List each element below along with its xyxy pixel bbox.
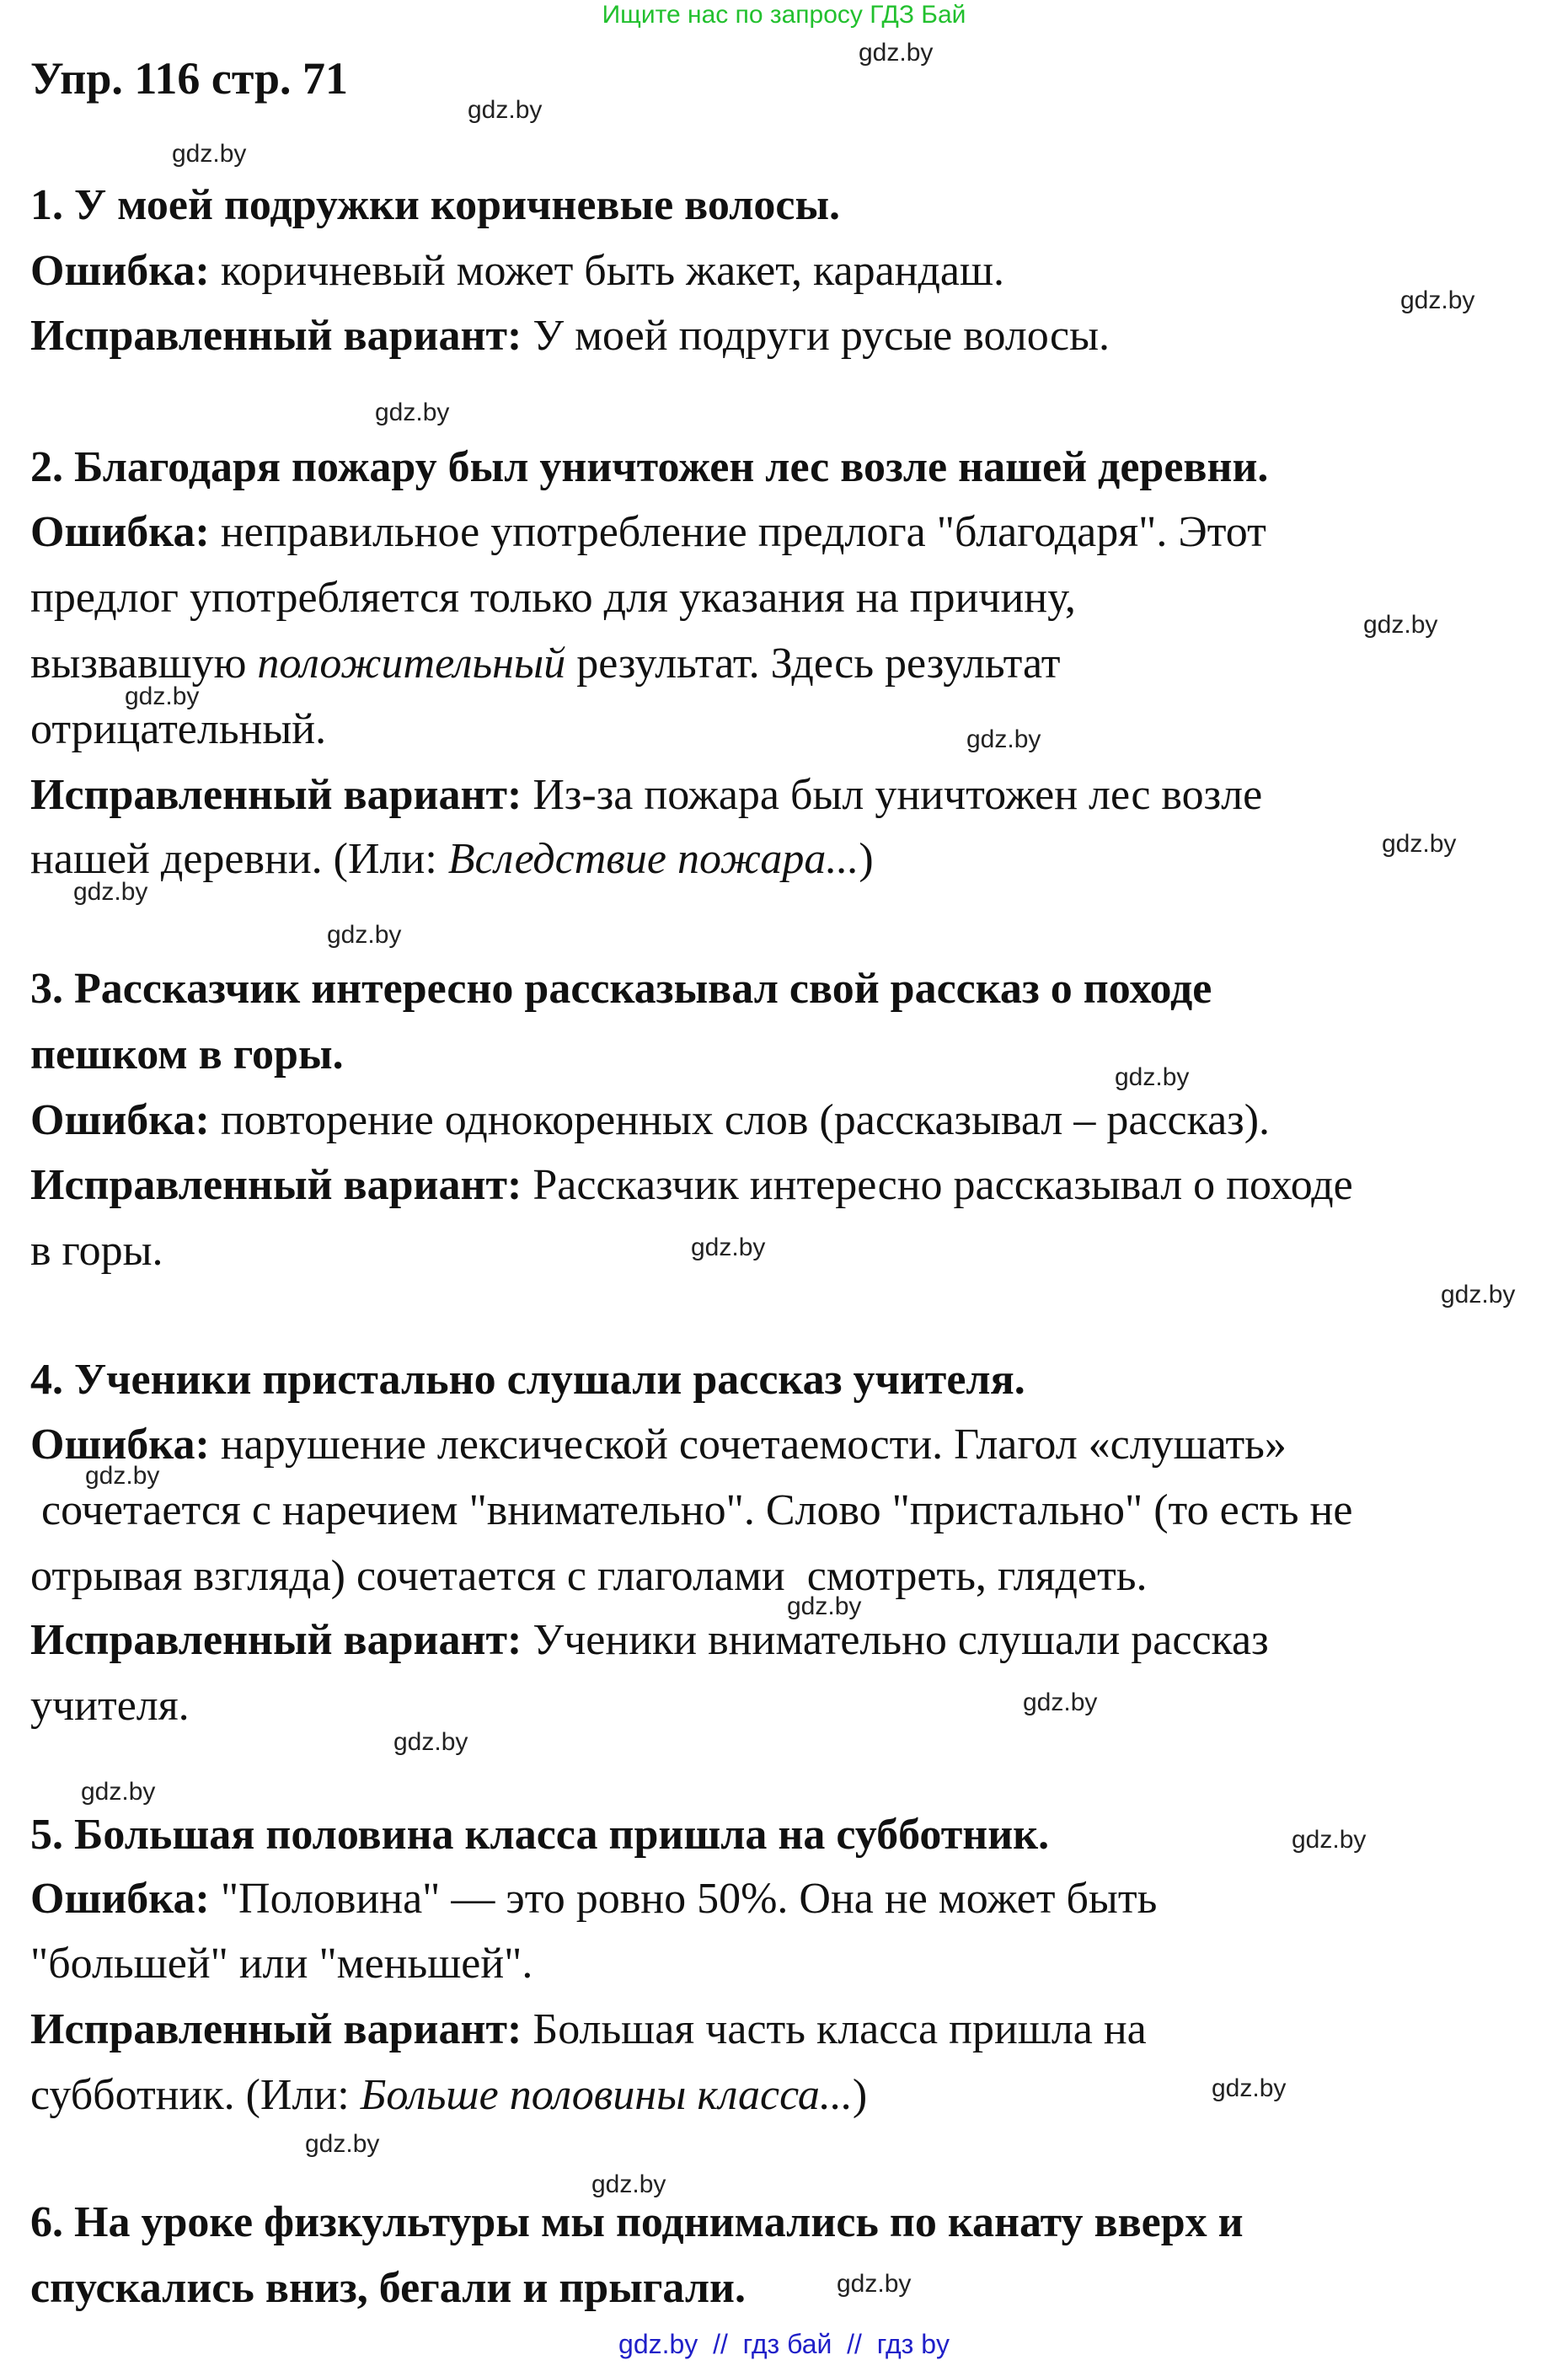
page-title: Упр. 116 стр. 71 xyxy=(30,53,349,104)
watermark: gdz.by xyxy=(81,1778,156,1806)
item-2-error-line2: предлог употребляется только для указания на причину, xyxy=(30,574,1076,622)
fix-label: Исправленный вариант: xyxy=(30,2005,522,2053)
item-6-title-line2: спускались вниз, бегали и прыгали. xyxy=(30,2264,747,2312)
item-4-fix-line2: учителя. xyxy=(30,1682,190,1730)
item-5-error-line2: "большей" или "меньшей". xyxy=(30,1940,533,1988)
error-label: Ошибка: xyxy=(30,1096,210,1144)
item-1-title: 1. У моей подружки коричневые волосы. xyxy=(30,181,841,229)
watermark: gdz.by xyxy=(172,140,247,168)
item-3-fix-line1 xyxy=(30,1159,1353,1212)
error-text: повторение однокоренных слов (рассказывал – рассказ). xyxy=(209,1096,1271,1144)
fix-label: Исправленный вариант: xyxy=(30,1161,522,1209)
fix-label: Исправленный вариант: xyxy=(30,1616,522,1664)
fix-text: Большая часть класса пришла на xyxy=(522,2005,1147,2053)
item-5-fix-line1 xyxy=(30,2003,1147,2057)
item-4-fix-line1 xyxy=(30,1614,1269,1667)
watermark: gdz.by xyxy=(305,2130,380,2158)
watermark: gdz.by xyxy=(1212,2074,1287,2102)
item-5-fix-line2 xyxy=(30,2069,867,2122)
emphasis: положительный xyxy=(257,640,566,688)
watermark: gdz.by xyxy=(73,878,148,906)
watermark: gdz.by xyxy=(1382,830,1457,858)
fix-text: Из-за пожара был уничтожен лес возле xyxy=(522,771,1263,819)
watermark: gdz.by xyxy=(1400,286,1475,314)
top-banner[interactable]: Ищите нас по запросу ГДЗ Бай xyxy=(602,1,966,29)
watermark: gdz.by xyxy=(1023,1689,1098,1716)
error-label: Ошибка: xyxy=(30,247,210,295)
watermark: gdz.by xyxy=(393,1728,468,1756)
error-text: нарушение лексической сочетаемости. Глагол «слушать» xyxy=(209,1421,1287,1469)
footer-links[interactable]: gdz.by // гдз бай // гдз by xyxy=(618,2329,950,2359)
item-2-error-line1 xyxy=(30,506,1266,559)
watermark: gdz.by xyxy=(859,39,934,67)
fix-label: Исправленный вариант: xyxy=(30,771,522,819)
item-5-error-line1 xyxy=(30,1872,1157,1926)
fix-text: Рассказчик интересно рассказывал о походе xyxy=(522,1161,1353,1209)
emphasis: Больше половины класса... xyxy=(360,2071,853,2119)
item-4-error-line1 xyxy=(30,1418,1287,1472)
item-4-error-line2: сочетается с наречием "внимательно". Слово "пристально" (то есть не xyxy=(30,1486,1353,1534)
watermark: gdz.by xyxy=(837,2270,912,2298)
fix-text: нашей деревни. (Или: xyxy=(30,835,448,883)
item-1-error xyxy=(30,244,1004,298)
fix-label: Исправленный вариант: xyxy=(30,312,522,360)
error-text: вызвавшую xyxy=(30,640,258,688)
item-2-title: 2. Благодаря пожару был уничтожен лес возле нашей деревни. xyxy=(30,443,1269,491)
error-label: Ошибка: xyxy=(30,1421,210,1469)
item-4-title: 4. Ученики пристально слушали рассказ учителя. xyxy=(30,1356,1025,1404)
fix-text: ) xyxy=(852,2071,868,2119)
watermark: gdz.by xyxy=(1115,1063,1190,1091)
fix-text: ) xyxy=(859,835,874,883)
fix-text: субботник. (Или: xyxy=(30,2071,361,2119)
watermark: gdz.by xyxy=(375,399,450,426)
item-3-title-line2: пешком в горы. xyxy=(30,1030,344,1078)
error-text: результат. Здесь результат xyxy=(565,640,1061,688)
watermark: gdz.by xyxy=(787,1592,862,1620)
item-3-title-line1: 3. Рассказчик интересно рассказывал свой рассказ о походе xyxy=(30,965,1212,1013)
error-label: Ошибка: xyxy=(30,508,210,556)
error-label: Ошибка: xyxy=(30,1875,210,1923)
item-2-fix-line1 xyxy=(30,768,1262,822)
watermark: gdz.by xyxy=(327,921,402,949)
watermark: gdz.by xyxy=(468,96,543,124)
watermark: gdz.by xyxy=(966,725,1041,753)
fix-text: Ученики внимательно слушали рассказ xyxy=(522,1616,1269,1664)
error-text: "Половина" — это ровно 50%. Она не может быть xyxy=(209,1875,1158,1923)
item-3-error xyxy=(30,1094,1270,1148)
watermark: gdz.by xyxy=(1292,1826,1367,1854)
watermark: gdz.by xyxy=(591,2170,666,2198)
item-2-fix-line2 xyxy=(30,832,874,886)
item-6-title-line1: 6. На уроке физкультуры мы поднимались по канату вверх и xyxy=(30,2198,1244,2246)
emphasis: Вследствие пожара... xyxy=(447,835,859,883)
item-3-fix-line2: в горы. xyxy=(30,1227,163,1275)
item-4-error-line3: отрывая взгляда) сочетается с глаголами смотреть, глядеть. xyxy=(30,1552,1148,1600)
watermark: gdz.by xyxy=(125,682,200,710)
watermark: gdz.by xyxy=(691,1234,766,1261)
watermark: gdz.by xyxy=(1363,611,1438,639)
error-text: неправильное употребление предлога "благодаря". Этот xyxy=(209,508,1266,556)
item-5-title: 5. Большая половина класса пришла на субботник. xyxy=(30,1811,1050,1859)
watermark: gdz.by xyxy=(85,1462,160,1490)
item-2-error-line4: отрицательный. xyxy=(30,705,327,753)
watermark: gdz.by xyxy=(1441,1281,1516,1309)
fix-text: У моей подруги русые волосы. xyxy=(522,312,1110,360)
item-1-fix xyxy=(30,309,1110,363)
error-text: коричневый может быть жакет, карандаш. xyxy=(209,247,1005,295)
